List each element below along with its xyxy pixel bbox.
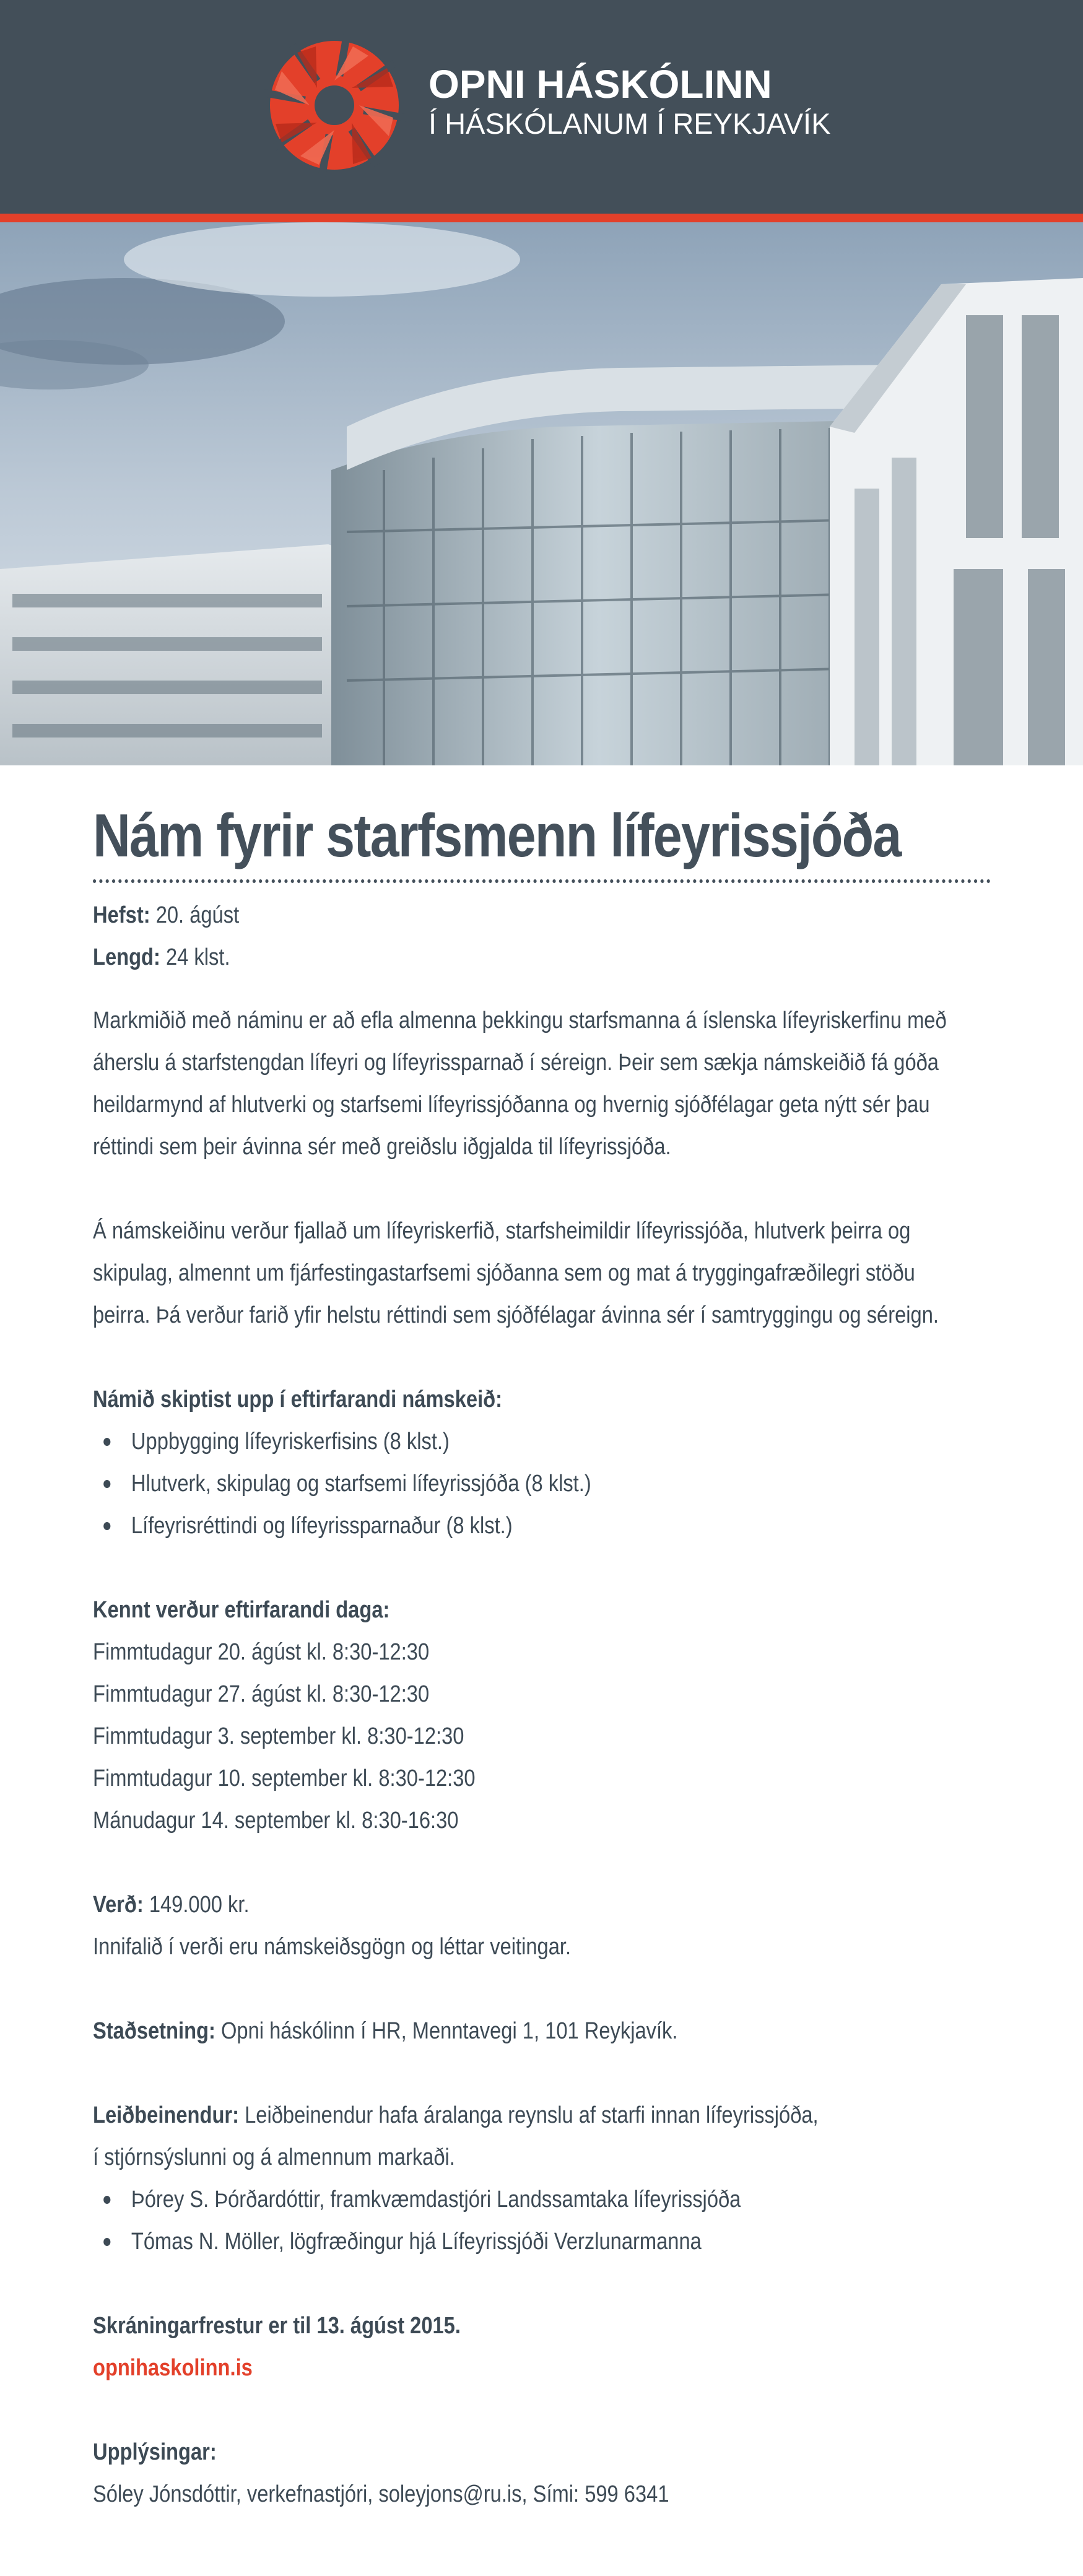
schedule-day: Fimmtudagur 3. september kl. 8:30-12:30 (93, 1723, 464, 1749)
instructor-item: Þórey S. Þórðardóttir, framkvæmdastjóri Landssamtaka lífeyrissjóða (131, 2187, 741, 2213)
location-label: Staðsetning: (93, 2018, 215, 2044)
bullet-icon (103, 2238, 110, 2246)
price-value: 149.000 kr. (149, 1892, 250, 1918)
registration-link[interactable]: opnihaskolinn.is (93, 2355, 253, 2381)
registration-deadline: Skráningarfrestur er til 13. ágúst 2015. (93, 2313, 461, 2339)
bullet-icon (103, 1480, 110, 1488)
list-item (93, 1463, 991, 1505)
courses-list (93, 1421, 991, 1547)
university-logo-icon (263, 34, 406, 176)
second-line: Á námskeiðinu verður fjallað um lífeyriskerfið, starfsheimildir lífeyrissjóða, hlutverk þeirra og (93, 1218, 911, 1244)
price-note: Innifalið í verði eru námskeiðsgögn og léttar veitingar. (93, 1934, 572, 1960)
list-item (93, 2178, 991, 2221)
instructors-text: Leiðbeinendur hafa áralanga reynslu af starfi innan lífeyrissjóða, (245, 2102, 819, 2128)
course-body (93, 894, 991, 2515)
building-photo-icon (0, 222, 1083, 765)
bullet-icon (103, 2196, 110, 2204)
location-row (93, 2010, 991, 2052)
brand-line-2: Í HÁSKÓLANUM Í REYKJAVÍK (428, 107, 831, 140)
location-value: Opni háskólinn í HR, Menntavegi 1, 101 Reykjavík. (220, 2018, 678, 2044)
bullet-icon (103, 1522, 110, 1530)
length-value: 24 klst. (165, 944, 230, 970)
price-row (93, 1884, 991, 1926)
header-accent-stripe (0, 214, 1083, 222)
info-value: Sóley Jónsdóttir, verkefnastjóri, soleyjons@ru.is, Sími: 599 6341 (93, 2481, 669, 2507)
price-label: Verð: (93, 1892, 144, 1918)
building-photo (0, 222, 1083, 765)
second-line: þeirra. Þá verður farið yfir helstu réttindi sem sjóðfélagar ávinna sér í samtryggingu og séreign. (93, 1302, 939, 1328)
list-item (93, 1421, 991, 1463)
course-item: Lífeyrisréttindi og lífeyrissparnaður (8 klst.) (131, 1513, 513, 1539)
length-label: Lengd: (93, 944, 160, 970)
intro-line: áherslu á starfstengdan lífeyri og lífeyrissparnað í séreign. Þeir sem sækja námskeiðið fá góða (93, 1050, 939, 1076)
schedule-day: Fimmtudagur 20. ágúst kl. 8:30-12:30 (93, 1639, 430, 1665)
intro-line: heildarmynd af hlutverki og starfsemi lífeyrissjóðanna og hvernig sjóðfélagar geta nýtt sér þau (93, 1092, 930, 1118)
start-row (93, 894, 991, 936)
schedule-day: Fimmtudagur 10. september kl. 8:30-12:30 (93, 1765, 476, 1791)
instructor-item: Tómas N. Möller, lögfræðingur hjá Lífeyrissjóði Verzlunarmanna (131, 2229, 702, 2255)
instructors-row (93, 2094, 991, 2136)
info-label: Upplýsingar: (93, 2439, 217, 2465)
intro-line: réttindi sem þeir ávinna sér með greiðslu iðgjalda til lífeyrissjóða. (93, 1134, 671, 1160)
brand-line-1: OPNI HÁSKÓLINN (428, 62, 772, 107)
length-row (93, 936, 991, 978)
instructors-text-2: í stjórnsýslunni og á almennum markaði. (93, 2144, 455, 2170)
instructors-label: Leiðbeinendur: (93, 2102, 240, 2128)
second-line: skipulag, almennt um fjárfestingastarfsemi sjóðanna sem og mat á tryggingafræðilegri stöðu (93, 1260, 915, 1286)
start-label: Hefst: (93, 902, 150, 928)
instructors-list (93, 2178, 991, 2263)
course-item: Hlutverk, skipulag og starfsemi lífeyrissjóða (8 klst.) (131, 1471, 591, 1497)
start-value: 20. ágúst (155, 902, 240, 928)
list-item (93, 2221, 991, 2263)
list-item (93, 1505, 991, 1547)
intro-paragraph (93, 999, 991, 1168)
courses-heading: Námið skiptist upp í eftirfarandi námskeið: (93, 1386, 502, 1412)
site-header (0, 0, 1083, 214)
second-paragraph (93, 1210, 991, 1336)
course-content (93, 799, 991, 2515)
page-title: Nám fyrir starfsmenn lífeyrissjóða (93, 799, 991, 883)
schedule-day: Mánudagur 14. september kl. 8:30-16:30 (93, 1808, 459, 1834)
schedule-heading: Kennt verður eftirfarandi daga: (93, 1597, 390, 1623)
schedule-day: Fimmtudagur 27. ágúst kl. 8:30-12:30 (93, 1681, 430, 1707)
intro-line: Markmiðið með náminu er að efla almenna þekkingu starfsmanna á íslenska lífeyriskerfinu með (93, 1007, 947, 1033)
brand-wordmark (428, 62, 830, 141)
course-item: Uppbygging lífeyriskerfisins (8 klst.) (131, 1429, 450, 1455)
bullet-icon (103, 1438, 110, 1446)
